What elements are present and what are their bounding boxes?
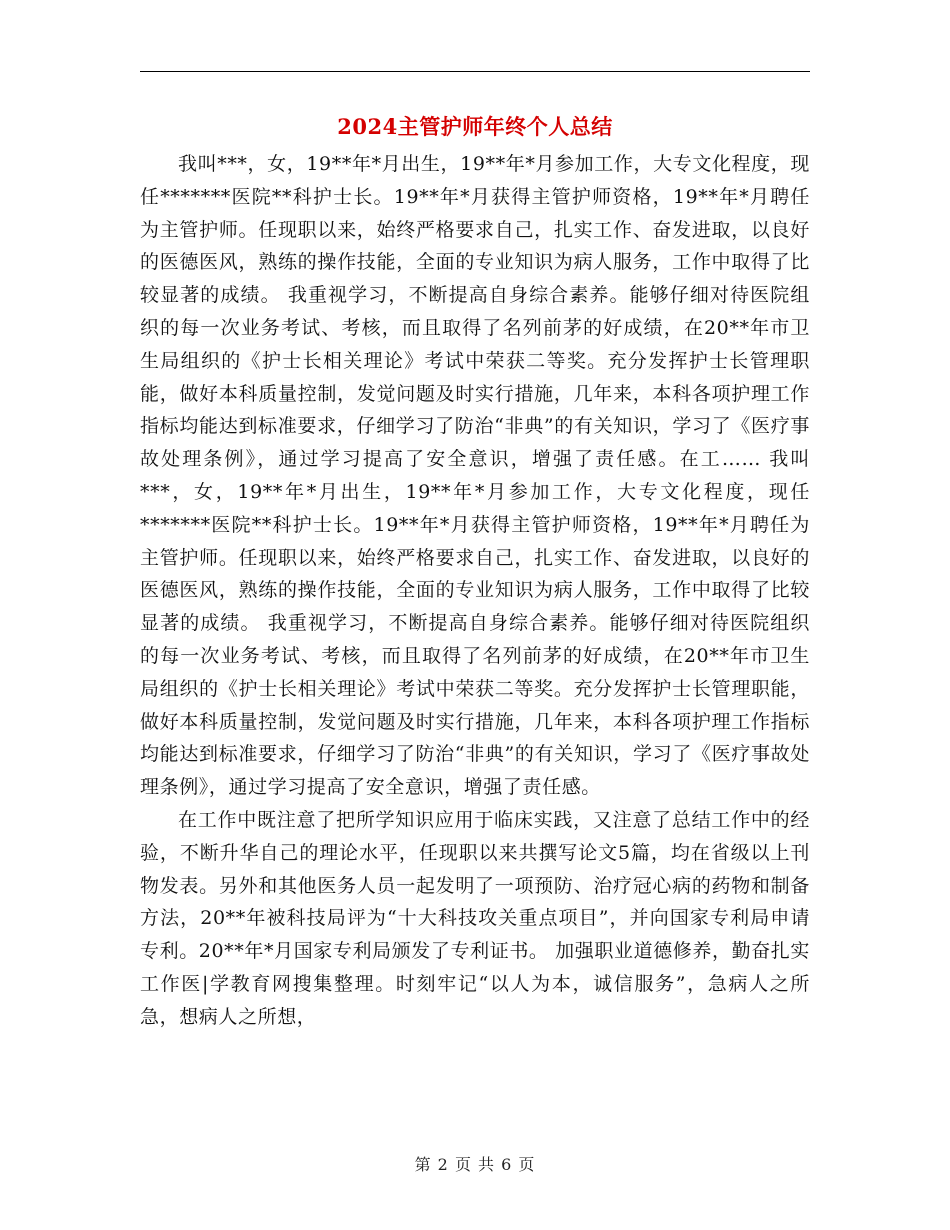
body-paragraph-2: 在工作中既注意了把所学知识应用于临床实践，又注意了总结工作中的经验，不断升华自己的理论水平，任现职以来共撰写论文5篇，均在省级以上刊物发表。另外和其他医务人员一起发明了一项预防、治疗冠心病的药物和制备方法，20**年被科技局评为“十大科技攻关重点项目”，并向国家专利局申请专利。20**年*月国家专利局颁发了专利证书。 加强职业道德修养，勤奋扎实工作医|学教育网搜集整理。时刻牢记“以人为本，诚信服务”，急病人之所急，想病人之所想， [140, 808, 810, 1028]
header-rule [140, 71, 810, 72]
document-title: 2024主管护师年终个人总结 [337, 114, 613, 139]
page-number-footer: 第 2 页 共 6 页 [414, 1155, 536, 1174]
document-body [140, 148, 810, 1034]
body-paragraph-1: 我叫***，女，19**年*月出生，19**年*月参加工作，大专文化程度，现任*******医院**科护士长。19**年*月获得主管护师资格，19**年*月聘任为主管护师。任现职以来，始终严格要求自己，扎实工作、奋发进取，以良好的医德医风，熟练的操作技能，全面的专业知识为病人服务，工作中取得了比较显著的成绩。 我重视学习，不断提高自身综合素养。能够仔细对待医院组织的每一次业务考试、考核，而且取得了名列前茅的好成绩，在20**年市卫生局组织的《护士长相关理论》考试中荣获二等奖。充分发挥护士长管理职能，做好本科质量控制，发觉问题及时实行措施，几年来，本科各项护理工作指标均能达到标准要求，仔细学习了防治“非典”的有关知识，学习了《医疗事故处理条例》，通过学习提高了安全意识，增强了责任感。在工…… 我叫***，女，19**年*月出生，19**年*月参加工作，大专文化程度，现任*******医院**科护士长。19**年*月获得主管护师资格，19**年*月聘任为主管护师。任现职以来，始终严格要求自己，扎实工作、奋发进取，以良好的医德医风，熟练的操作技能，全面的专业知识为病人服务，工作中取得了比较显著的成绩。 我重视学习，不断提高自身综合素养。能够仔细对待医院组织的每一次业务考试、考核，而且取得了名列前茅的好成绩，在20**年市卫生局组织的《护士长相关理论》考试中荣获二等奖。充分发挥护士长管理职能，做好本科质量控制，发觉问题及时实行措施，几年来，本科各项护理工作指标均能达到标准要求，仔细学习了防治“非典”的有关知识，学习了《医疗事故处理条例》，通过学习提高了安全意识，增强了责任感。 [140, 153, 810, 799]
